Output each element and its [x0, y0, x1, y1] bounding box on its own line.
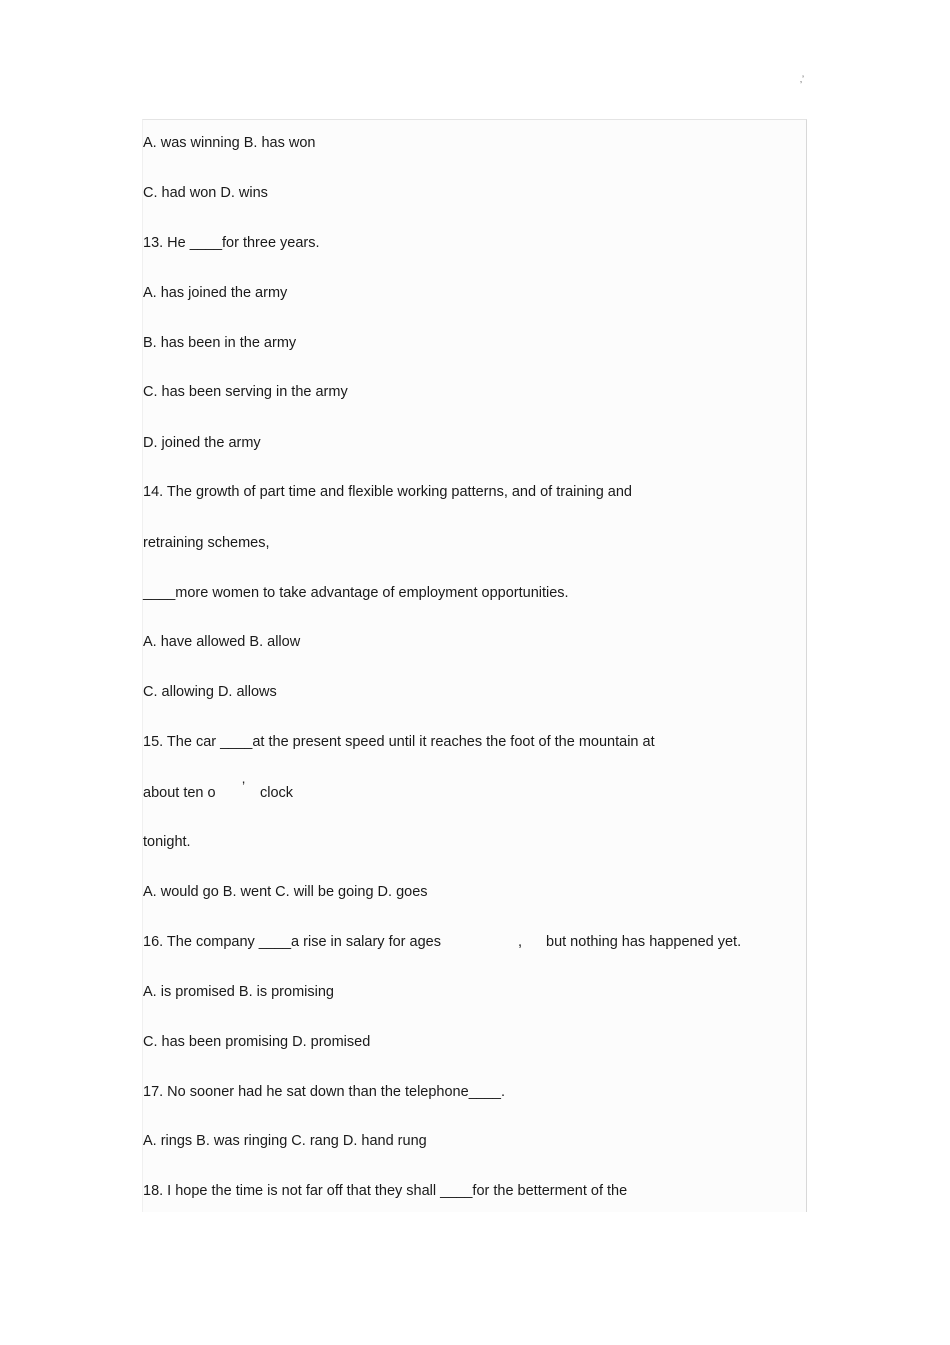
question-16-cont: but nothing has happened yet. — [546, 934, 742, 950]
answer-line: C. had won D. wins — [143, 185, 268, 201]
apostrophe: ’ — [242, 778, 246, 794]
answer-line: C. has been serving in the army — [143, 384, 348, 400]
question-14-cont: ____more women to take advantage of employment opportunities. — [143, 585, 569, 601]
question-17: 17. No sooner had he sat down than the telephone____. — [143, 1084, 505, 1100]
answer-line: C. has been promising D. promised — [143, 1034, 371, 1050]
answer-line: C. allowing D. allows — [143, 684, 277, 700]
answer-line: A. would go B. went C. will be going D. goes — [143, 884, 428, 900]
question-16: 16. The company ____a rise in salary for ages — [143, 934, 441, 950]
question-15-cont: about ten o — [143, 785, 216, 801]
answer-line: A. rings B. was ringing C. rang D. hand rung — [143, 1133, 427, 1149]
answer-line: A. is promised B. is promising — [143, 984, 334, 1000]
question-15: 15. The car ____at the present speed until it reaches the foot of the mountain at — [143, 734, 655, 750]
question-14: 14. The growth of part time and flexible working patterns, and of training and — [143, 484, 632, 500]
answer-line: A. was winning B. has won — [143, 135, 316, 151]
answer-line: D. joined the army — [143, 435, 261, 451]
answer-line: A. has joined the army — [143, 285, 288, 301]
question-18: 18. I hope the time is not far off that they shall ____for the betterment of the — [143, 1183, 628, 1199]
question-14-cont: retraining schemes, — [143, 535, 270, 551]
question-13: 13. He ____for three years. — [143, 235, 320, 251]
header-mark: ‚’ — [800, 74, 804, 84]
question-15-cont: clock — [260, 785, 294, 801]
question-15-cont: tonight. — [143, 834, 191, 850]
answer-line: A. have allowed B. allow — [143, 634, 301, 650]
answer-line: B. has been in the army — [143, 335, 297, 351]
question-16-comma: , — [518, 934, 523, 950]
